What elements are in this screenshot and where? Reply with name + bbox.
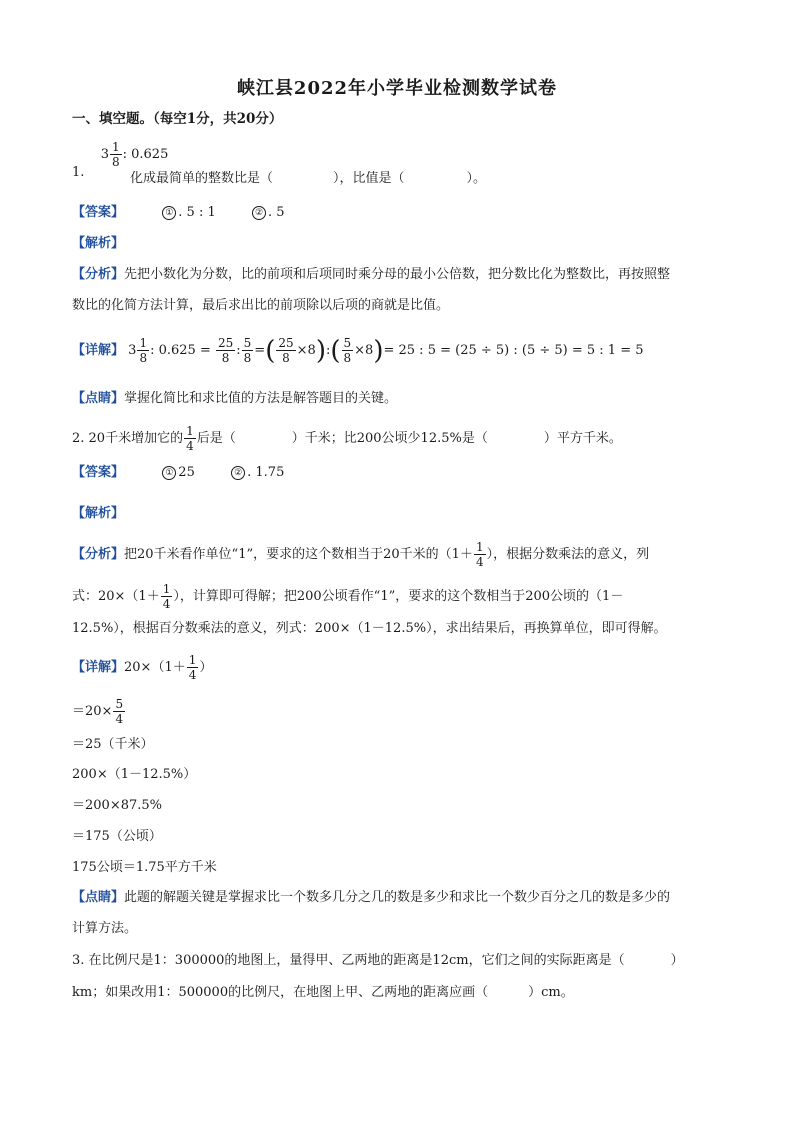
q1-jiexi-label: 【解析】 <box>72 236 125 251</box>
q2-detail-line2: ＝20× $\frac{5}{4}$ <box>72 697 124 726</box>
q2-analysis-line1: 【分析】把20千米看作单位“1”，要求的这个数相当于20千米的（1＋ $\frac{1}{4}$ ），根据分数乘法的意义，列 <box>72 540 650 569</box>
q1-analysis-line2: 数比的化简方法计算，最后求出比的前项除以后项的商就是比值。 <box>72 298 450 313</box>
q2-jiexi-label: 【解析】 <box>72 506 125 521</box>
q1-analysis-line1: 【分析】先把小数化为分数，比的前项和后项同时乘分母的最小公倍数，把分数比化为整数比，再按照整 <box>72 267 671 282</box>
q2-detail-line4: 200×（1－12.5%） <box>72 767 197 782</box>
q2-detail-line7: 175公顷＝1.75平方千米 <box>72 860 217 875</box>
q1-key-point: 【点睛】掌握化简比和求比值的方法是解答题目的关键。 <box>72 391 398 406</box>
q2-key-point-line2: 计算方法。 <box>72 921 138 936</box>
q2-stem: 2. 20千米增加它的 $\frac{1}{4}$ 后是（ ）千米；比200公顷少12.5%是（ ）平方千米。 <box>72 424 622 453</box>
page-title: 峡江县2022年小学毕业检测数学试卷 <box>236 78 558 99</box>
q1-question-text: 化成最简单的整数比是（ ），比值是（ ）。 <box>130 171 487 186</box>
q2-detail-line6: ＝175（公顷） <box>72 829 162 844</box>
q2-analysis-line2: 式：20×（1＋ $\frac{1}{4}$ ），计算即可得解；把200公顷看作“1”，要求的这个数相当于200公顷的（1－ <box>72 582 624 611</box>
q2-detail-line5: ＝200×87.5% <box>72 798 163 813</box>
q1-detail: 【详解】 3 $\frac{1}{8}$ : 0.625 = $\frac{25}{8}$ : $\frac{5}{8}$ =( $\frac{25}{8}$ ×8):( $\frac{5}{8}$ ×8)= 25 : 5 = (25 ÷ 5) : (5 ÷ 5) = 5 : 1 = 5 <box>72 335 644 366</box>
q2-answer: 【答案】 ① 25 ② . 1.75 <box>72 465 285 480</box>
q1-number: 1. <box>72 165 85 180</box>
section-heading: 一、填空题。（每空1分，共20分） <box>72 111 283 127</box>
q2-detail-line1: 【详解】20×（1＋ $\frac{1}{4}$ ） <box>72 653 213 682</box>
q3-line2: km；如果改用1：500000的比例尺，在地图上甲、乙两地的距离应画（ ）cm。 <box>72 985 574 1000</box>
q1-answer: 【答案】 ① . 5 : 1 ② . 5 <box>72 205 285 220</box>
q2-key-point-line1: 【点睛】此题的解题关键是掌握求比一个数多几分之几的数是多少和求比一个数少百分之几的数是多少的 <box>72 890 671 905</box>
q2-detail-line3: ＝25（千米） <box>72 737 154 752</box>
q1-expression: 3 $\frac{1}{8}$ : 0.625 <box>100 140 169 169</box>
q3-line1: 3. 在比例尺是1：300000的地图上，量得甲、乙两地的距离是12cm，它们之间的实际距离是（ ） <box>72 953 684 968</box>
q2-analysis-line3: 12.5%），根据百分数乘法的意义，列式：200×（1－12.5%），求出结果后，再换算单位，即可得解。 <box>72 621 667 636</box>
